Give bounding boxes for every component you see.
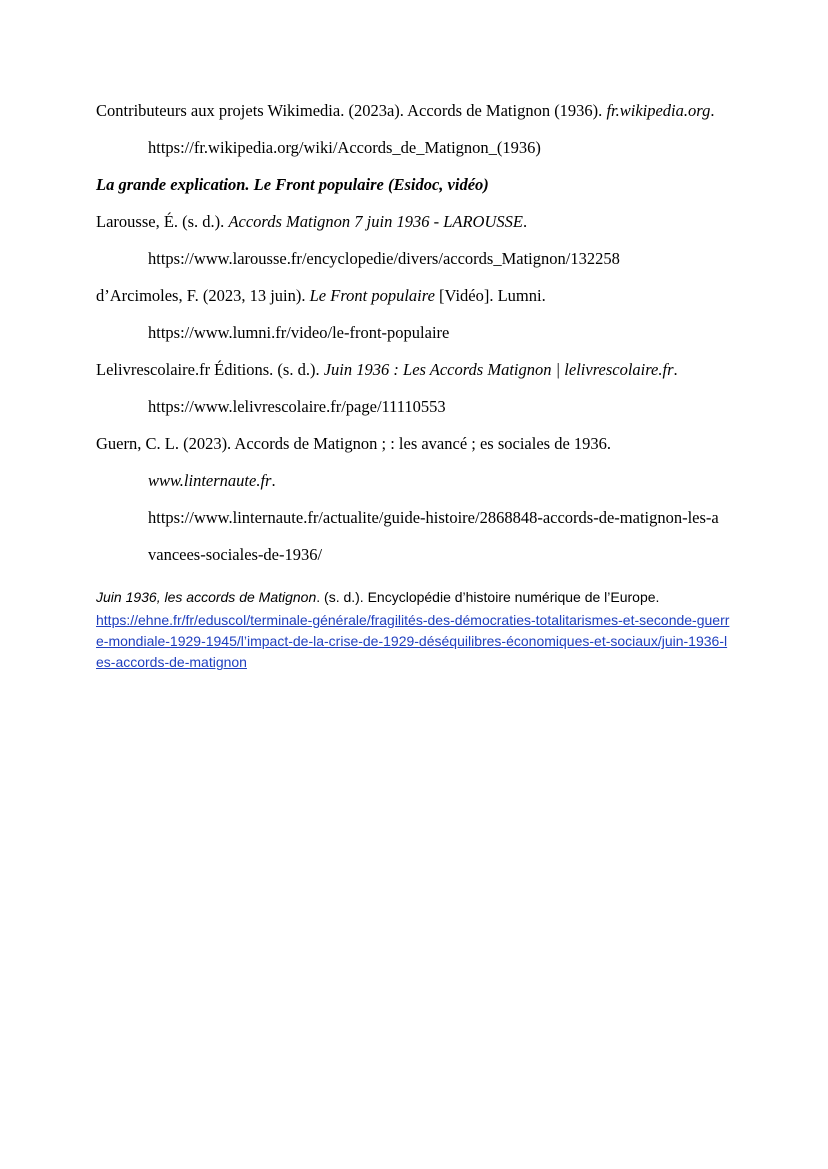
- reference-author: d’Arcimoles, F. (2023, 13 juin).: [96, 286, 310, 305]
- reference-url: https://www.lumni.fr/video/le-front-populaire: [148, 323, 450, 342]
- reference-title-italic: Le Front populaire: [309, 286, 435, 305]
- reference-url-continued: vancees-sociales-de-1936/: [148, 545, 323, 564]
- reference-line: [96, 351, 732, 388]
- reference-title-italic: Juin 1936 : Les Accords Matignon | lelivrescolaire.fr: [323, 360, 674, 379]
- reference-period: .: [522, 212, 528, 231]
- reference-line: [96, 587, 732, 608]
- reference-author: Larousse, É. (s. d.).: [96, 212, 229, 231]
- reference-title-bold-italic: La grande explication. Le Front populaire (Esidoc, vidéo): [96, 175, 489, 194]
- reference-hyperlink[interactable]: https://ehne.fr/fr/eduscol/terminale-générale/fragilités-des-démocraties-totalitarismes-et-seconde-guerre-mondiale-1929-1945/l’impact-de-la-crise-de-1929-déséquilibres-économiques-et-sociaux/juin-1936-les-accords-de-matignon: [96, 612, 730, 670]
- reference-period: .: [673, 360, 678, 379]
- reference-line: [96, 277, 732, 314]
- reference-title-italic: Accords Matignon 7 juin 1936 - LAROUSSE: [228, 212, 523, 231]
- reference-text: Contributeurs aux projets Wikimedia. (2023a). Accords de Matignon (1936).: [96, 101, 607, 120]
- reference-period: .: [271, 471, 276, 490]
- reference-line: [96, 462, 732, 499]
- reference-url: https://www.larousse.fr/encyclopedie/divers/accords_Matignon/132258: [148, 249, 620, 268]
- reference-url: https://www.lelivrescolaire.fr/page/11110553: [148, 397, 446, 416]
- reference-text: . (s. d.). Encyclopédie d’histoire numérique de l’Europe.: [316, 589, 660, 605]
- reference-url: https://fr.wikipedia.org/wiki/Accords_de_Matignon_(1936): [148, 138, 541, 157]
- reference-title-italic: Juin 1936, les accords de Matignon: [96, 589, 317, 605]
- reference-entry-guern: [96, 425, 732, 573]
- reference-source-italic: fr.wikipedia.org: [606, 101, 711, 120]
- reference-period: .: [710, 101, 715, 120]
- reference-url: https://www.linternaute.fr/actualite/guide-histoire/2868848-accords-de-matignon-les-a: [148, 508, 719, 527]
- reference-entry-wikimedia: [96, 92, 732, 166]
- bibliography-list: [96, 92, 732, 673]
- reference-entry-grande-explication: [96, 166, 732, 203]
- reference-entry-larousse: [96, 203, 732, 277]
- reference-entry-arcimoles: [96, 277, 732, 351]
- reference-source-italic: www.linternaute.fr: [148, 471, 272, 490]
- reference-author: Lelivrescolaire.fr Éditions. (s. d.).: [96, 360, 324, 379]
- reference-medium: [Vidéo]. Lumni.: [434, 286, 546, 305]
- reference-line: [96, 92, 732, 129]
- reference-line: Guern, C. L. (2023). Accords de Matignon ; : les avancé ; es sociales de 1936.: [96, 434, 612, 453]
- reference-entry-ehne: [96, 587, 732, 673]
- reference-line: [96, 203, 732, 240]
- reference-entry-lelivrescolaire: [96, 351, 732, 425]
